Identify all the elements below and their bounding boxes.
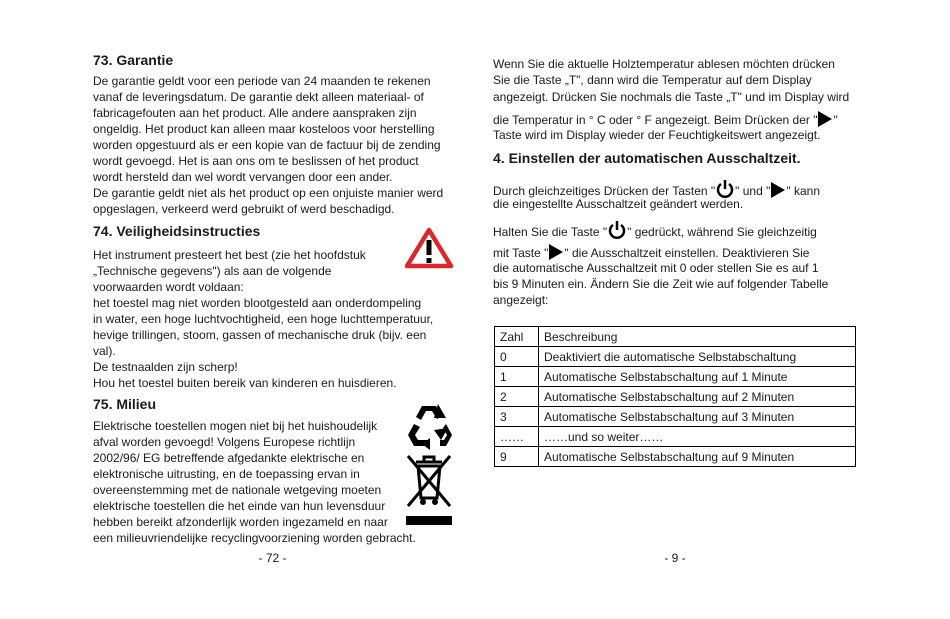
cell-beschreibung: Automatische Selbstabschaltung auf 2 Minuten [539,387,856,407]
play-icon [770,181,786,199]
cell-zahl: 3 [495,407,539,427]
header-beschreibung: Beschreibung [539,327,856,347]
header-zahl: Zahl [495,327,539,347]
right-page-number: - 9 - [664,551,686,565]
warning-triangle-icon [404,227,454,269]
section-73-title: 73. Garantie [93,52,174,68]
section-73-body: De garantie geldt voor een periode van 24 maanden te rekenen vanaf de leveringsdatum. De garantie dekt alleen materiaal- of fabricagefouten aan het product. Alle andere aanspraken zijn ongeldig. Het product kan alleen maar kosteloos voor herstelling worden opgestuurd als er een kopie van de factuur bij de zending wordt gevoegd. Het is aan ons om te beslissen of het product wordt hersteld dan wel wordt vervangen door een ander. De garantie geldt niet als het product op een onjuiste manier werd opgeslagen, verkeerd werd gebruikt of werd beschadigd. [93,74,444,216]
cell-beschreibung: ……und so weiter…… [539,427,856,447]
section-75-title: 75. Milieu [93,396,157,412]
play-icon [817,110,833,128]
crossed-out-bin-icon [404,452,454,527]
cell-beschreibung: Automatische Selbstabschaltung auf 9 Minuten [539,447,856,467]
left-page-number: - 72 - [258,551,287,565]
section-75-body-end: een milieuvriendelijke recyclingvoorziening worden gebracht. [93,531,416,545]
cell-beschreibung: Automatische Selbstabschaltung auf 1 Minute [539,367,856,387]
table-row [495,347,856,367]
para-3-line-2: mit Taste " " die Ausschaltzeit einstellen. Deaktivieren Sie [493,243,809,261]
cell-zahl: 9 [495,447,539,467]
intro-line-1: Wenn Sie die aktuelle Holztemperatur ablesen möchten drücken [493,57,835,71]
table-row [495,387,856,407]
para-3-rest: die automatische Ausschaltzeit mit 0 oder stellen Sie es auf 1 bis 9 Minuten ein. Ändern Sie die Zeit wie auf folgender Tabelle angezeigt: [493,261,829,307]
section-74-intro: Het instrument presteert het best (zie het hoofdstuk „Technische gegevens") als aan de volgende voorwaarden wordt voldaan: [93,248,366,294]
auto-off-table [494,326,856,467]
intro-line-2: Sie die Taste „T", dann wird die Temperatur auf dem Display [493,73,812,87]
cell-zahl: …… [495,427,539,447]
cell-zahl: 0 [495,347,539,367]
intro-line-3: angezeigt. Drücken Sie nochmals die Taste „T" und im Display wird [493,90,850,104]
cell-beschreibung: Automatische Selbstabschaltung auf 3 Minuten [539,407,856,427]
power-icon [607,220,627,240]
cell-zahl: 1 [495,367,539,387]
recycle-icon [404,402,454,452]
cell-zahl: 2 [495,387,539,407]
para-3-line-1: Halten Sie die Taste " " gedrückt, während Sie gleichzeitig [493,220,817,240]
section-74-title: 74. Veiligheidsinstructies [93,223,261,239]
table-row [495,447,856,467]
section-4-title: 4. Einstellen der automatischen Ausschaltzeit. [493,150,801,166]
table-row [495,427,856,447]
para-2-line-1: Durch gleichzeitiges Drücken der Tasten " " und " " kann [493,179,820,199]
cell-beschreibung: Deaktiviert die automatische Selbstabschaltung [539,347,856,367]
table-row [495,367,856,387]
para-2-line-2: die eingestellte Ausschaltzeit geändert werden. [493,197,744,211]
intro-line-4: die Temperatur in ° C oder ° F angezeigt. Beim Drücken der " " [493,110,873,128]
play-icon [548,243,564,261]
section-74-body: het toestel mag niet worden blootgesteld aan onderdompeling in water, een hoge luchtvochtigheid, een hoge luchttemperatuur, hevige trillingen, stoom, gassen of mechanische druk (bijv. een val). De testnaalden zijn scherp! Hou het toestel buiten bereik van kinderen en huisdieren. [93,296,434,390]
intro-line-5: Taste wird im Display wieder der Feuchtigkeitswert angezeigt. [493,128,821,142]
table-row [495,407,856,427]
table-header-row [495,327,856,347]
section-75-body: Elektrische toestellen mogen niet bij het huishoudelijk afval worden gevoegd! Volgens Europese richtlijn 2002/96/ EG betreffende afgedankte elektrische en elektronische uitrusting, en de toepassing ervan in overeenstemming met de nationale wetgeving moeten elektrische toestellen die het einde van hun levensduur hebben bereikt afzonderlijk worden ingezameld en naar [93,419,388,529]
